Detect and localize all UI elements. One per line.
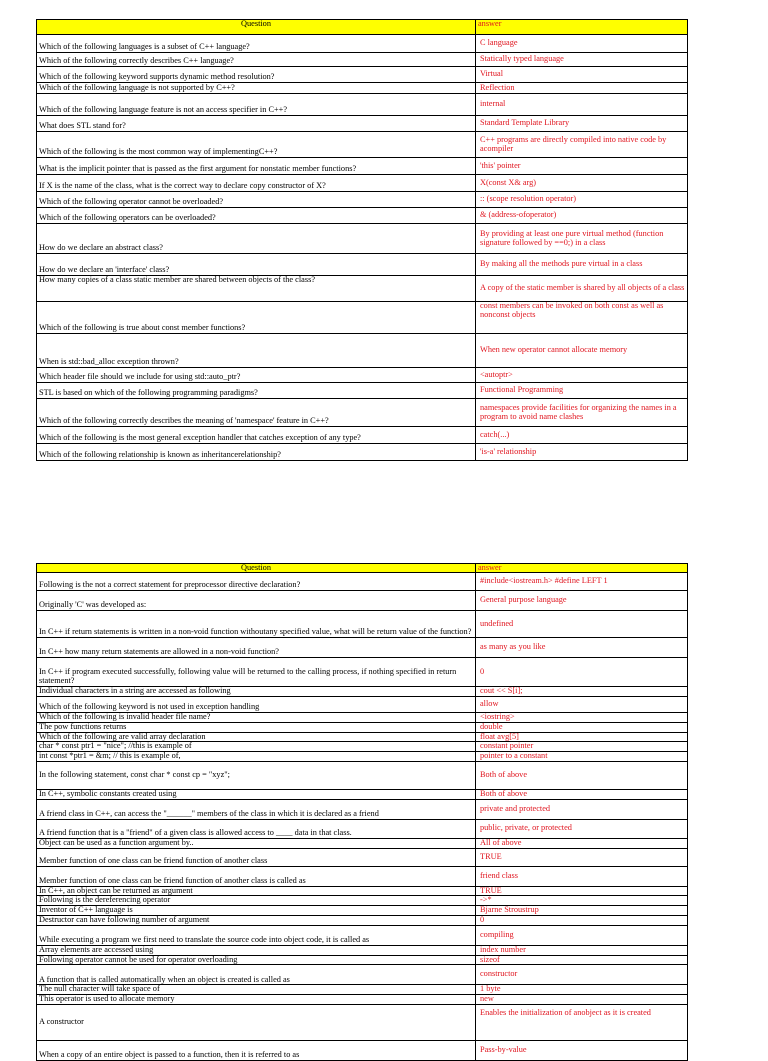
question-cell: In C++ how many return statements are allowed in a non-void function? [37,638,476,658]
answer-cell: undefined [476,611,688,638]
question-cell: Object can be used as a function argument by.. [37,838,476,848]
question-cell: When is std::bad_alloc exception thrown? [37,334,476,368]
answer-cell: TRUE [476,886,688,896]
question-cell: In the following statement, const char * const cp = "xyz"; [37,761,476,789]
table-row [37,591,688,611]
question-cell: Which of the following operators can be overloaded? [37,208,476,224]
question-cell: A function that is called automatically when an object is created is called as [37,965,476,985]
table-row [37,965,688,985]
question-cell: STL is based on which of the following programming paradigms? [37,383,476,399]
answer-cell: ->* [476,896,688,906]
question-cell: Which of the following language feature is not an access specifier in C++? [37,94,476,116]
answer-cell: Enables the initialization of anobject as it is created [476,1004,688,1040]
answer-cell: internal [476,94,688,116]
table-row [37,985,688,995]
question-cell: Following operator cannot be used for operator overloading [37,955,476,965]
question-cell: Inventor of C++ language is [37,906,476,916]
question-cell: Array elements are accessed using [37,945,476,955]
answer-cell: pointer to a constant [476,752,688,762]
table-header-row [37,20,688,35]
answer-cell: catch(...) [476,427,688,444]
table-row [37,132,688,158]
question-cell: char * const ptr1 = "nice"; //this is example of [37,742,476,752]
answer-cell: When new operator cannot allocate memory [476,334,688,368]
question-cell: Member function of one class can be friend function of another class is called as [37,866,476,886]
answer-cell: as many as you like [476,638,688,658]
answer-cell: namespaces provide facilities for organizing the names in a program to avoid name clashes [476,399,688,427]
answer-cell: C++ programs are directly compiled into native code by acompiler [476,132,688,158]
question-cell: Which of the following keyword is not used in exception handling [37,696,476,712]
answer-cell: General purpose language [476,591,688,611]
table-row [37,712,688,722]
answer-cell: 'this' pointer [476,158,688,175]
answer-cell: Both of above [476,789,688,799]
answer-cell: private and protected [476,799,688,819]
answer-cell: A copy of the static member is shared by all objects of a class [476,276,688,302]
question-cell: Which of the following correctly describes the meaning of 'namespace' feature in C++? [37,399,476,427]
answer-cell: Reflection [476,83,688,94]
answer-cell: public, private, or protected [476,819,688,838]
question-cell: Which of the following is the most general exception handler that catches exception of any type? [37,427,476,444]
answer-cell: index number [476,945,688,955]
table-row [37,573,688,591]
answer-cell: compiling [476,925,688,945]
answer-cell: C language [476,35,688,53]
table-row [37,906,688,916]
question-cell: If X is the name of the class, what is the correct way to declare copy constructor of X? [37,175,476,192]
question-cell: Individual characters in a string are accessed as following [37,687,476,697]
table-row [37,761,688,789]
table-row [37,848,688,866]
answer-cell: :: (scope resolution operator) [476,192,688,208]
table-header-row [37,564,688,573]
answer-column-header: answer [476,564,688,573]
qa-table-2 [36,563,688,1061]
qa-table-1 [36,19,688,461]
answer-cell: new [476,995,688,1005]
table-row [37,1004,688,1040]
question-cell: In C++, symbolic constants created using [37,789,476,799]
question-cell: int const *ptr1 = &m; // this is example of, [37,752,476,762]
question-cell: Originally 'C' was developed as: [37,591,476,611]
table-row [37,866,688,886]
table-row [37,276,688,302]
question-cell: A constructor [37,1004,476,1040]
table-row [37,722,688,732]
table-row [37,925,688,945]
table-row [37,945,688,955]
question-cell: This operator is used to allocate memory [37,995,476,1005]
table-row [37,254,688,276]
answer-cell: constructor [476,965,688,985]
question-cell: Which of the following correctly describes C++ language? [37,53,476,67]
answer-cell: float avg[5] [476,732,688,742]
table-row [37,732,688,742]
answer-cell: 'is-a' relationship [476,444,688,461]
question-cell: What is the implicit pointer that is passed as the first argument for nonstatic member functions? [37,158,476,175]
answer-cell: Standard Template Library [476,116,688,132]
question-cell: Following is the dereferencing operator [37,896,476,906]
answer-cell: By providing at least one pure virtual method (function signature followed by ==0;) in a class [476,224,688,254]
question-cell: In C++ if return statements is written in a non-void function withoutany specified value, what will be return value of the function? [37,611,476,638]
table-row [37,915,688,925]
table-row [37,208,688,224]
question-cell: While executing a program we first need to translate the source code into object code, it is called as [37,925,476,945]
answer-cell: <iostring> [476,712,688,722]
question-cell: In C++ if program executed successfully, following value will be returned to the calling process, if nothing specified in return statement? [37,658,476,687]
question-cell: How many copies of a class static member are shared between objects of the class? [37,276,476,302]
answer-cell: Bjarne Stroustrup [476,906,688,916]
answer-cell: 1 byte [476,985,688,995]
question-cell: In C++, an object can be returned as argument [37,886,476,896]
answer-column-header: answer [476,20,688,35]
table-row [37,696,688,712]
question-cell: Which of the following are valid array declaration [37,732,476,742]
table-row [37,53,688,67]
table-row [37,752,688,762]
table-row [37,955,688,965]
answer-cell: 0 [476,915,688,925]
table-row [37,94,688,116]
table-row [37,838,688,848]
table-row [37,116,688,132]
question-cell: A friend class in C++, can access the "______" members of the class in which it is declared as a friend [37,799,476,819]
table-row [37,192,688,208]
question-cell: Which of the following languages is a subset of C++ language? [37,35,476,53]
question-column-header: Question [37,20,476,35]
table-row [37,224,688,254]
answer-cell: All of above [476,838,688,848]
answer-cell: 0 [476,658,688,687]
table-row [37,638,688,658]
table-row [37,158,688,175]
answer-cell: Statically typed language [476,53,688,67]
table-row [37,83,688,94]
answer-cell: TRUE [476,848,688,866]
question-cell: When a copy of an entire object is passed to a function, then it is referred to as [37,1040,476,1060]
question-cell: How do we declare an abstract class? [37,224,476,254]
question-cell: Which of the following relationship is known as inheritancerelationship? [37,444,476,461]
table-row [37,444,688,461]
answer-cell: double [476,722,688,732]
table-row [37,886,688,896]
question-cell: Which of the following keyword supports dynamic method resolution? [37,67,476,83]
answer-cell: <autoptr> [476,368,688,383]
question-cell: Member function of one class can be friend function of another class [37,848,476,866]
table-row [37,368,688,383]
question-cell: The pow functions returns [37,722,476,732]
table-row [37,799,688,819]
table-row [37,995,688,1005]
question-cell: Which of the following is true about const member functions? [37,302,476,334]
table-row [37,175,688,192]
table-row [37,383,688,399]
answer-cell: Virtual [476,67,688,83]
answer-cell: & (address-ofoperator) [476,208,688,224]
table-row [37,399,688,427]
table-row [37,427,688,444]
table-row [37,67,688,83]
question-cell: A friend function that is a "friend" of a given class is allowed access to ____ data in that class. [37,819,476,838]
answer-cell: const members can be invoked on both const as well as nonconst objects [476,302,688,334]
question-cell: Which of the following is invalid header file name? [37,712,476,722]
table-row [37,819,688,838]
question-cell: How do we declare an 'interface' class? [37,254,476,276]
question-cell: Which header file should we include for using std::auto_ptr? [37,368,476,383]
answer-cell: sizeof [476,955,688,965]
question-cell: Which of the following operator cannot be overloaded? [37,192,476,208]
answer-cell: Both of above [476,761,688,789]
answer-cell: allow [476,696,688,712]
answer-cell: #include<iostream.h> #define LEFT 1 [476,573,688,591]
answer-cell: X(const X& arg) [476,175,688,192]
answer-cell: friend class [476,866,688,886]
answer-cell: Pass-by-value [476,1040,688,1060]
table-row [37,742,688,752]
table-row [37,789,688,799]
answer-cell: constant pointer [476,742,688,752]
table-row [37,658,688,687]
answer-cell: Functional Programming [476,383,688,399]
question-column-header: Question [37,564,476,573]
question-cell: Following is the not a correct statement for preprocessor directive declaration? [37,573,476,591]
table-row [37,302,688,334]
answer-cell: cout << S[i]; [476,687,688,697]
question-cell: Destructor can have following number of argument [37,915,476,925]
question-cell: What does STL stand for? [37,116,476,132]
table-row [37,896,688,906]
question-cell: The null character will take space of [37,985,476,995]
table-row [37,334,688,368]
table-row [37,611,688,638]
question-cell: Which of the following language is not supported by C++? [37,83,476,94]
question-cell: Which of the following is the most common way of implementingC++? [37,132,476,158]
answer-cell: By making all the methods pure virtual in a class [476,254,688,276]
table-row [37,1040,688,1060]
table-row [37,687,688,697]
table-row [37,35,688,53]
